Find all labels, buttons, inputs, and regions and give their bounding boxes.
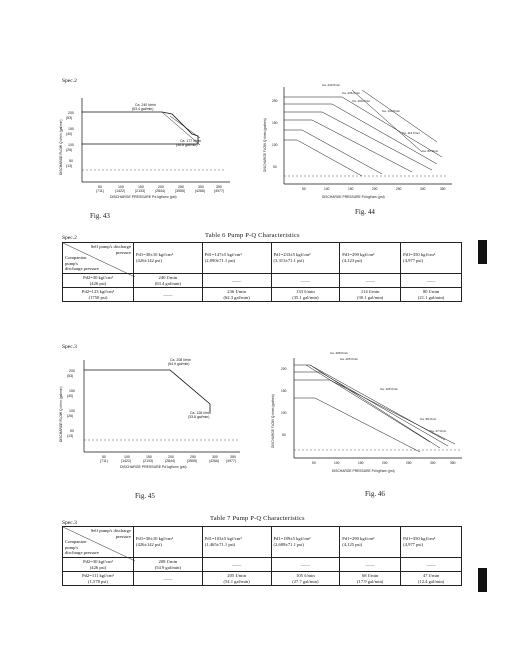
svg-text:250: 250	[396, 187, 402, 191]
svg-text:50: 50	[273, 165, 277, 169]
svg-text:Ca. 47 ℓ/min: Ca. 47 ℓ/min	[430, 429, 447, 433]
svg-text:50: 50	[102, 455, 106, 459]
svg-text:100: 100	[272, 143, 278, 147]
svg-text:(54.9 gal/min): (54.9 gal/min)	[168, 362, 190, 366]
table-cell: ——	[202, 557, 271, 571]
table-cell: ——	[271, 273, 340, 287]
corner-left-label-3: discharge pressure	[65, 266, 99, 272]
table-cell: ——	[134, 288, 203, 302]
svg-text:(4977): (4977)	[214, 189, 225, 193]
corner-left-label-2: pump's	[65, 260, 79, 266]
svg-text:300: 300	[212, 455, 218, 459]
svg-text:350: 350	[440, 187, 446, 191]
svg-text:(40): (40)	[66, 132, 73, 136]
svg-text:300: 300	[430, 461, 436, 465]
svg-text:Ca. 208 ℓ/min: Ca. 208 ℓ/min	[330, 351, 348, 355]
table6-col-header: Pd1=350 kgf/cm² (4,977 psi)	[401, 243, 462, 274]
fig43-chart	[60, 90, 240, 205]
svg-text:200: 200	[281, 367, 287, 371]
svg-text:150: 150	[348, 187, 354, 191]
corner-top-label: Self pump's discharge	[90, 244, 131, 249]
corner-top-label-2: pressure	[115, 249, 131, 255]
svg-text:200: 200	[158, 185, 164, 189]
row-header: Pd2=30 kgf/cm² (426 psi)	[63, 557, 134, 571]
spec3-label: Spec.3	[62, 344, 77, 350]
svg-text:(711): (711)	[96, 189, 104, 193]
table7-col-header: Pd1=350 kgf/cm² (4,977 psi)	[401, 527, 462, 558]
svg-text:(33.8 gal/min): (33.8 gal/min)	[188, 415, 210, 419]
table6-grid	[62, 242, 462, 302]
svg-text:100: 100	[281, 411, 287, 415]
svg-text:250: 250	[272, 99, 278, 103]
svg-text:150: 150	[146, 455, 152, 459]
svg-text:200: 200	[69, 369, 75, 373]
svg-text:(53): (53)	[66, 116, 73, 120]
table-cell: 208 ℓ/min (54.9 gal/min)	[134, 557, 203, 571]
svg-text:(4266): (4266)	[209, 459, 220, 463]
svg-text:(4266): (4266)	[195, 189, 206, 193]
table-cell: 114 ℓ/min (30.1 gal/min)	[340, 288, 401, 302]
table6	[62, 242, 462, 302]
svg-text:Ca. 190 ℓ/min: Ca. 190 ℓ/min	[352, 99, 370, 103]
svg-text:50: 50	[70, 429, 74, 433]
svg-text:300: 300	[420, 187, 426, 191]
table6-corner	[63, 243, 134, 274]
svg-text:Ca. 240 ℓ/min: Ca. 240 ℓ/min	[135, 103, 156, 107]
table-cell: 133 ℓ/min (35.1 gal/min)	[271, 288, 340, 302]
svg-text:Ca. 68 ℓ/min: Ca. 68 ℓ/min	[420, 417, 437, 421]
svg-text:(2133): (2133)	[135, 189, 146, 193]
svg-text:(3555): (3555)	[175, 189, 186, 193]
table7-spec: Spec.3	[62, 520, 77, 526]
corner-top-label: Self pump's discharge	[90, 528, 131, 533]
svg-text:Ca. 240 ℓ/min: Ca. 240 ℓ/min	[322, 83, 340, 87]
svg-text:(13): (13)	[67, 434, 74, 438]
svg-text:(53): (53)	[67, 374, 74, 378]
table7-header-row	[63, 527, 462, 558]
svg-text:100: 100	[324, 187, 330, 191]
fig45-caption: Fig. 45	[135, 492, 155, 500]
svg-text:350: 350	[450, 461, 456, 465]
table6-header-row	[63, 243, 462, 274]
svg-text:(1422): (1422)	[115, 189, 126, 193]
svg-text:DISCHARGE PRESSURE Pd kgf/cm²: DISCHARGE PRESSURE Pd kgf/cm² (psi)	[120, 465, 187, 469]
svg-text:100: 100	[118, 185, 124, 189]
table-cell: 205 ℓ/min (54.1 gal/min)	[202, 572, 271, 586]
table-cell: 80 ℓ/min (21.1 gal/min)	[401, 288, 462, 302]
table-row	[63, 572, 462, 586]
svg-text:(1422): (1422)	[121, 459, 132, 463]
svg-text:50: 50	[282, 433, 286, 437]
svg-text:Ca. 114 ℓ/min: Ca. 114 ℓ/min	[402, 131, 420, 135]
table7	[62, 526, 462, 586]
svg-text:100: 100	[68, 143, 74, 147]
svg-text:150: 150	[358, 461, 364, 465]
svg-text:200: 200	[382, 461, 388, 465]
svg-text:(26): (26)	[66, 148, 73, 152]
table-cell: ——	[202, 273, 271, 287]
table6-title: Table 6 Pump P-Q Characteristics	[205, 232, 300, 239]
svg-text:200: 200	[372, 187, 378, 191]
svg-text:100: 100	[69, 409, 75, 413]
svg-text:DISCHARGE FLOW Q ℓ/min (gal/mi: DISCHARGE FLOW Q ℓ/min (gal/min)	[263, 118, 267, 172]
table7-grid	[62, 526, 462, 586]
svg-text:150: 150	[281, 389, 287, 393]
svg-text:(4977): (4977)	[226, 459, 237, 463]
table7-title: Table 7 Pump P-Q Characteristics	[210, 515, 305, 522]
table-cell: ——	[401, 273, 462, 287]
svg-text:Ca. 177 ℓ/min: Ca. 177 ℓ/min	[180, 139, 201, 143]
svg-text:(711): (711)	[100, 459, 108, 463]
svg-text:(63.4 gal/min): (63.4 gal/min)	[132, 107, 154, 111]
svg-text:(13): (13)	[66, 164, 73, 168]
svg-text:Ca. 205 ℓ/min: Ca. 205 ℓ/min	[340, 357, 358, 361]
table-cell: ——	[134, 572, 203, 586]
fig46-chart	[270, 340, 470, 480]
margin-tab-marker	[478, 568, 487, 592]
svg-text:50: 50	[98, 185, 102, 189]
svg-text:50: 50	[69, 159, 73, 163]
table-cell: 236 ℓ/min (62.3 gal/min)	[202, 288, 271, 302]
corner-top-label-2: pressure	[115, 533, 131, 539]
svg-text:50: 50	[312, 461, 316, 465]
fig44-caption: Fig. 44	[355, 208, 375, 216]
table7-col-header: Pd1=290 kgf/cm² (4,125 psi)	[340, 527, 401, 558]
svg-text:350: 350	[216, 185, 222, 189]
corner-left-label-2: pump's	[65, 544, 79, 550]
svg-text:150: 150	[68, 127, 74, 131]
svg-text:Ca. 133 ℓ/min: Ca. 133 ℓ/min	[382, 109, 400, 113]
table7-corner	[63, 527, 134, 558]
table6-col-header: Pd1=147±5 kgf/cm² (2,090±71.1 psi)	[202, 243, 271, 274]
table6-spec: Spec.2	[62, 235, 77, 241]
table7-col-header: Pd1=30±10 kgf/cm² (426±142 psi)	[134, 527, 203, 558]
table6-col-header: Pd1=233±5 kgf/cm² (3,313±71.1 psi)	[271, 243, 340, 274]
svg-text:(26): (26)	[67, 414, 74, 418]
svg-text:DISCHARGE PRESSURE Pd kgf/cm²: DISCHARGE PRESSURE Pd kgf/cm² (psi)	[332, 469, 395, 473]
row-header: Pd2=111 kgf/cm² (1,578 psi)	[63, 572, 134, 586]
svg-text:Ca. 128 ℓ/min: Ca. 128 ℓ/min	[190, 411, 211, 415]
table-cell: ——	[340, 557, 401, 571]
svg-text:(3555): (3555)	[187, 459, 198, 463]
table-cell: 240 ℓ/min (63.4 gal/min)	[134, 273, 203, 287]
svg-text:DISCHARGE FLOW Q ℓ/min (gal/mi: DISCHARGE FLOW Q ℓ/min (gal/min)	[59, 386, 63, 442]
corner-left-label: Companion	[65, 255, 87, 261]
svg-text:DISCHARGE FLOW Q ℓ/min (gal/mi: DISCHARGE FLOW Q ℓ/min (gal/min)	[271, 394, 275, 448]
svg-text:Ca. 105 ℓ/min: Ca. 105 ℓ/min	[380, 387, 398, 391]
svg-text:DISCHARGE PRESSURE Pd kgf/cm²: DISCHARGE PRESSURE Pd kgf/cm² (psi)	[322, 195, 385, 199]
row-header: Pd2=123 kgf/cm² (1750 psi)	[63, 288, 134, 302]
table-cell: ——	[401, 557, 462, 571]
table7-col-header: Pd1=103±5 kgf/cm² (1,465±71.1 psi)	[202, 527, 271, 558]
svg-text:200: 200	[68, 111, 74, 115]
svg-text:(2844): (2844)	[165, 459, 176, 463]
table-row	[63, 288, 462, 302]
svg-text:300: 300	[198, 185, 204, 189]
table-cell: ——	[271, 557, 340, 571]
fig43-caption: Fig. 43	[90, 212, 110, 220]
table-cell: ——	[340, 273, 401, 287]
table-cell: 47 ℓ/min (12.4 gal/min)	[401, 572, 462, 586]
table6-col-header: Pd1=30±10 kgf/cm² (426±142 psi)	[134, 243, 203, 274]
svg-text:DISCHARGE PRESSURE Pd kgf/cm²: DISCHARGE PRESSURE Pd kgf/cm² (psi)	[110, 195, 177, 199]
table-cell: 68 ℓ/min (17.9 gal/min)	[340, 572, 401, 586]
svg-text:50: 50	[302, 187, 306, 191]
table7-col-header: Pd1=189±5 kgf/cm² (2,688±71.1 psi)	[271, 527, 340, 558]
svg-text:Ca. 208 ℓ/min: Ca. 208 ℓ/min	[170, 358, 191, 362]
fig46-caption: Fig. 46	[365, 490, 385, 498]
svg-text:250: 250	[406, 461, 412, 465]
svg-text:100: 100	[124, 455, 130, 459]
table-cell: 105 ℓ/min (27.7 gal/min)	[271, 572, 340, 586]
margin-tab-marker	[478, 240, 487, 264]
svg-text:DISCHARGE FLOW Q ℓ/min (gal/mi: DISCHARGE FLOW Q ℓ/min (gal/min)	[59, 119, 63, 175]
svg-text:(46.8 gal/min): (46.8 gal/min)	[176, 143, 198, 147]
svg-text:100: 100	[334, 461, 340, 465]
row-header: Pd2=30 kgf/cm² (426 psi)	[63, 273, 134, 287]
svg-text:250: 250	[190, 455, 196, 459]
corner-left-label-3: discharge pressure	[65, 550, 99, 556]
table6-col-header: Pd1=290 kgf/cm² (4,123 psi)	[340, 243, 401, 274]
fig45-chart	[60, 352, 250, 482]
spec2-label: Spec.2	[62, 78, 77, 84]
fig44-chart	[262, 72, 462, 202]
svg-text:Ca. 236 ℓ/min: Ca. 236 ℓ/min	[342, 91, 360, 95]
svg-text:150: 150	[69, 389, 75, 393]
corner-left-label: Companion	[65, 539, 87, 545]
svg-text:150: 150	[272, 121, 278, 125]
svg-text:(40): (40)	[67, 394, 74, 398]
svg-text:Ca. 80 ℓ/min: Ca. 80 ℓ/min	[422, 149, 439, 153]
svg-text:150: 150	[138, 185, 144, 189]
svg-text:(2133): (2133)	[143, 459, 154, 463]
svg-text:350: 350	[230, 455, 236, 459]
svg-text:200: 200	[168, 455, 174, 459]
svg-text:(2844): (2844)	[155, 189, 166, 193]
svg-text:250: 250	[178, 185, 184, 189]
